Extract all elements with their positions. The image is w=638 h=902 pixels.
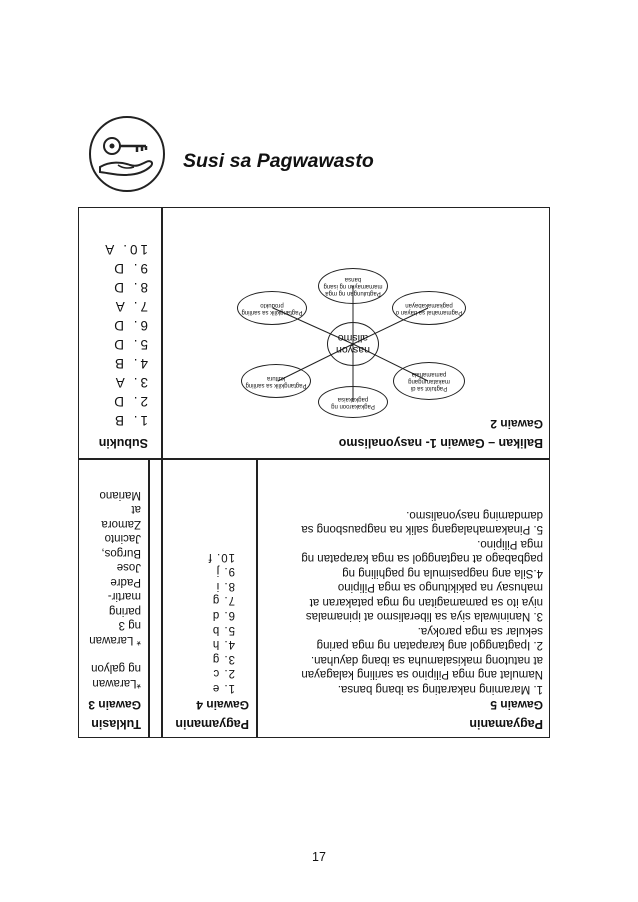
pagyamanin-gawain5-cell <box>257 458 551 739</box>
tuklasin-line: * Larawan <box>89 634 141 646</box>
pagyamanin-gawain4-cell <box>149 458 257 739</box>
diagram-node-produkto: Pagtangkilik sa sariling produkto <box>237 291 307 325</box>
tuklasin-line: Jose <box>116 561 141 574</box>
subukin-heading: Subukin <box>98 436 148 450</box>
pagyamanin4-heading: Pagyamanin <box>175 717 249 731</box>
answer-line: niya ito sa pamamagitan ng mga patakaran at <box>309 596 543 608</box>
tuklasin-line: ng 3 <box>118 619 141 632</box>
answer-item: 2. c <box>212 667 235 680</box>
page-number: 17 <box>312 850 326 864</box>
answer-line: 5. Pinakamahalagang salik na nagpausbong sa <box>301 523 543 536</box>
answer-item: 4. h <box>211 638 235 651</box>
answer-line: mahusay na pakikitungo sa mga Pilipino <box>337 581 543 594</box>
tuklasin-line: paring <box>109 605 141 617</box>
answer-item: 4. B <box>111 356 148 371</box>
balikan-subheading: Gawain 2 <box>490 417 543 431</box>
answer-key-table <box>78 207 550 738</box>
answer-item: 9. D <box>111 261 148 276</box>
answer-line: at natutong makisalamuha sa ibang dayuhan. <box>310 654 543 666</box>
answer-line: damdaming nasyonalismo. <box>406 509 543 521</box>
diagram-node-kultura: Pagtangkilik sa sariling kultura <box>241 364 311 398</box>
tuklasin-cell <box>79 458 149 739</box>
answer-item: 5. D <box>111 337 148 352</box>
tuklasin-line: Padre <box>110 576 141 588</box>
tuklasin-line <box>79 647 141 661</box>
answer-item: 7. A <box>112 299 148 314</box>
tuklasin-line: at <box>131 503 141 516</box>
subukin-answers <box>79 240 148 430</box>
balikan-cell <box>162 208 551 458</box>
tuklasin-subheading: Gawain 3 <box>88 698 141 712</box>
answer-item: 8. i <box>215 579 235 592</box>
answer-item: 5. b <box>211 623 235 636</box>
answer-item: 9. j <box>215 565 235 578</box>
answer-item: 10. f <box>207 550 235 563</box>
nasyonalismo-concept-map <box>203 261 503 426</box>
key-in-hand-icon <box>88 115 166 193</box>
subukin-cell <box>79 208 162 458</box>
tuklasin-line: Burgos, <box>101 547 141 559</box>
diagram-node-pagkakaisa: Pagkakaroon ng pagkakaisa <box>318 386 388 418</box>
diagram-node-pagtulungan: Pagtulungan ng mga mamamayan ng isang bansa <box>318 268 388 304</box>
answer-line: mga Pilipino. <box>477 538 543 550</box>
answer-line: pagbabago at nagtanggol sa mga karapatan ng <box>301 552 543 565</box>
pagyamanin5-answers <box>257 508 543 697</box>
tuklasin-line: *Larawan <box>92 677 141 689</box>
answer-item: 8. D <box>111 280 148 295</box>
tuklasin-line: Mariano <box>99 489 141 501</box>
answer-item: 7. g <box>211 594 235 607</box>
answer-line: 3. Naniniwala siya sa liberalismo at ipinamalas <box>305 610 543 623</box>
answer-line: Namulat ang mga Pilipino sa sariling kalagayan <box>301 668 543 681</box>
answer-item: 3. A <box>112 375 148 390</box>
answer-item: 2. D <box>111 394 148 409</box>
tuklasin-line: Zamora <box>101 518 141 530</box>
answer-line: 1. Maraming nakarating sa ibang bansa. <box>337 683 543 695</box>
answer-item: 3. g <box>211 652 235 665</box>
answer-line: 4.Sila ang nagpasimula ng paghiling ng <box>342 567 543 579</box>
diagram-center-node: nasyon alismo <box>327 322 379 366</box>
tuklasin-line: Jacinto <box>104 532 141 545</box>
page-title: Susi sa Pagwawasto <box>183 150 374 172</box>
answer-item: 6. d <box>211 609 235 622</box>
answer-item: 1. B <box>111 413 148 428</box>
answer-line: 2. Ipagtanggol ang karapatan ng mga paring <box>316 639 543 652</box>
pagyamanin5-subheading: Gawain 5 <box>490 698 543 712</box>
answer-item: 1. e <box>211 682 235 694</box>
tuklasin-line: ng galyon <box>91 662 141 675</box>
answer-line: sekular sa mga parokya. <box>417 625 543 637</box>
pagyamanin4-answers <box>149 549 235 695</box>
tuklasin-heading: Tuklasin <box>91 717 141 731</box>
answer-item: 6. D <box>111 318 148 333</box>
tuklasin-answers <box>79 488 141 691</box>
pagyamanin4-subheading: Gawain 4 <box>196 698 249 712</box>
balikan-heading: Balikan – Gawain 1- nasyonalismo <box>338 436 543 450</box>
diagram-node-pagkamakabayan: Pagmamahal sa bayan o pagkamakabayan <box>392 291 466 325</box>
tuklasin-line: martir- <box>107 590 141 603</box>
pagyamanin5-heading: Pagyamanin <box>469 717 543 731</box>
answer-item: 10. A <box>102 242 148 257</box>
diagram-node-pamamahala: Pagtulot sa di makatarungang pamamahala <box>393 362 465 400</box>
